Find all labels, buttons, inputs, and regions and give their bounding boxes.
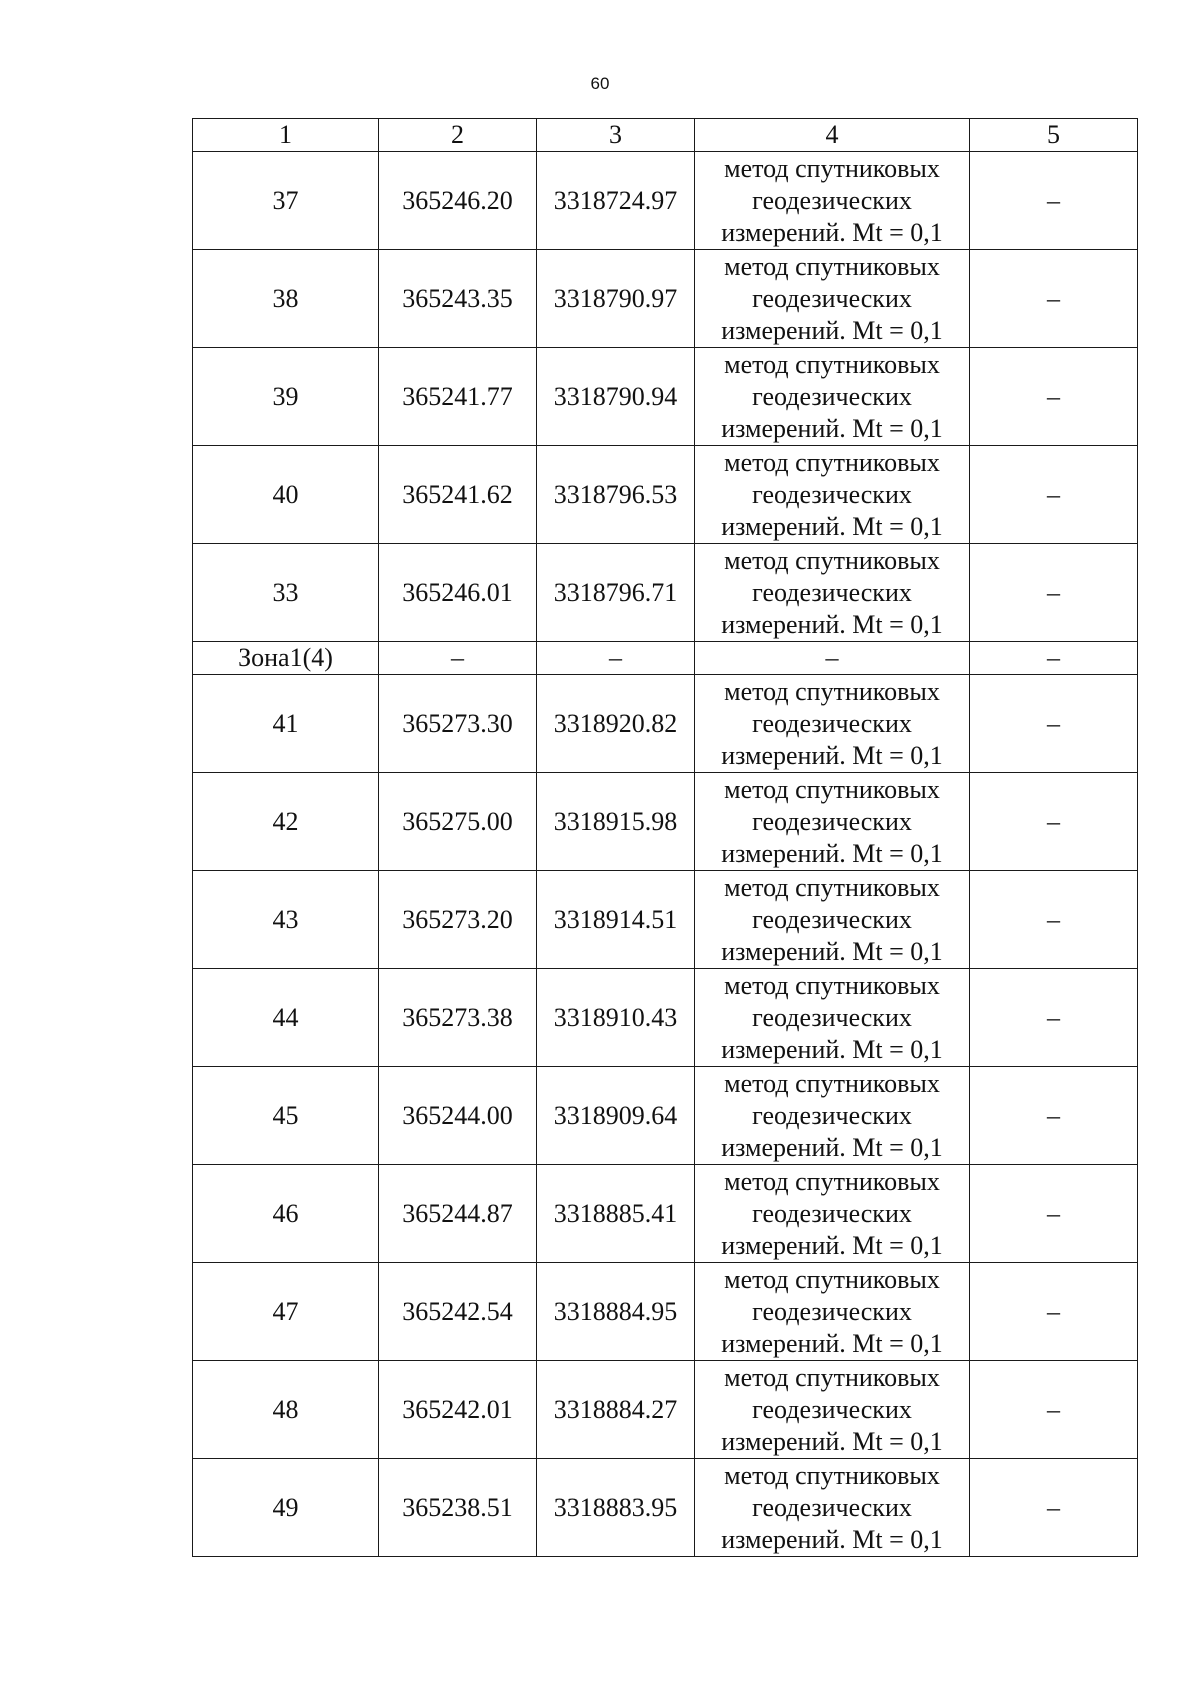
y-coordinate-cell: 3318884.27 [537, 1361, 695, 1459]
point-id-cell: 38 [193, 250, 379, 348]
table-row [193, 1361, 1138, 1459]
x-coordinate-cell: 365241.77 [379, 348, 537, 446]
note-cell: – [970, 773, 1138, 871]
table-header-row [193, 119, 1138, 152]
note-cell: – [970, 871, 1138, 969]
method-cell [695, 1165, 970, 1263]
y-coordinate-cell: 3318909.64 [537, 1067, 695, 1165]
y-coordinate-cell: 3318790.94 [537, 348, 695, 446]
y-coordinate-cell: – [537, 642, 695, 675]
table-row [193, 348, 1138, 446]
method-cell [695, 773, 970, 871]
y-coordinate-cell: 3318884.95 [537, 1263, 695, 1361]
point-id-cell: 45 [193, 1067, 379, 1165]
note-cell: – [970, 152, 1138, 250]
y-coordinate-cell: 3318796.71 [537, 544, 695, 642]
method-cell [695, 250, 970, 348]
method-cell [695, 446, 970, 544]
method-cell [695, 871, 970, 969]
x-coordinate-cell: 365244.00 [379, 1067, 537, 1165]
method-cell [695, 1263, 970, 1361]
note-cell: – [970, 348, 1138, 446]
point-id-cell: 37 [193, 152, 379, 250]
table-row [193, 1459, 1138, 1557]
x-coordinate-cell: 365275.00 [379, 773, 537, 871]
header-cell-5: 5 [970, 119, 1138, 152]
method-cell [695, 969, 970, 1067]
point-id-cell: 41 [193, 675, 379, 773]
method-text: метод спутниковых геодезических измерений. Mt = 0,1 [721, 676, 943, 770]
method-cell [695, 1067, 970, 1165]
note-cell: – [970, 544, 1138, 642]
x-coordinate-cell: 365246.20 [379, 152, 537, 250]
point-id-cell: 40 [193, 446, 379, 544]
page-number: 60 [590, 74, 610, 93]
x-coordinate-cell: 365242.54 [379, 1263, 537, 1361]
table-row [193, 446, 1138, 544]
y-coordinate-cell: 3318914.51 [537, 871, 695, 969]
table-row [193, 675, 1138, 773]
point-id-cell: 33 [193, 544, 379, 642]
method-text: метод спутниковых геодезических измерений. Mt = 0,1 [721, 545, 943, 639]
method-text: метод спутниковых геодезических измерений. Mt = 0,1 [721, 349, 943, 443]
table-row [193, 152, 1138, 250]
method-text: метод спутниковых геодезических измерений. Mt = 0,1 [721, 1460, 943, 1554]
table-row [193, 1165, 1138, 1263]
table-row [193, 544, 1138, 642]
note-cell: – [970, 1361, 1138, 1459]
note-cell: – [970, 675, 1138, 773]
y-coordinate-cell: 3318915.98 [537, 773, 695, 871]
note-cell: – [970, 969, 1138, 1067]
point-id-cell: 49 [193, 1459, 379, 1557]
x-coordinate-cell: 365273.20 [379, 871, 537, 969]
point-id-cell: 44 [193, 969, 379, 1067]
y-coordinate-cell: 3318920.82 [537, 675, 695, 773]
point-id-cell: 46 [193, 1165, 379, 1263]
method-cell [695, 348, 970, 446]
point-id-cell: Зона1(4) [193, 642, 379, 675]
method-text: метод спутниковых геодезических измерений. Mt = 0,1 [721, 1264, 943, 1358]
y-coordinate-cell: 3318910.43 [537, 969, 695, 1067]
x-coordinate-cell: 365246.01 [379, 544, 537, 642]
x-coordinate-cell: – [379, 642, 537, 675]
note-cell: – [970, 250, 1138, 348]
x-coordinate-cell: 365273.38 [379, 969, 537, 1067]
table-row [193, 871, 1138, 969]
note-cell: – [970, 1067, 1138, 1165]
y-coordinate-cell: 3318790.97 [537, 250, 695, 348]
table-row [193, 773, 1138, 871]
method-text: метод спутниковых геодезических измерений. Mt = 0,1 [721, 447, 943, 541]
note-cell: – [970, 1263, 1138, 1361]
method-text: метод спутниковых геодезических измерений. Mt = 0,1 [721, 1362, 943, 1456]
y-coordinate-cell: 3318724.97 [537, 152, 695, 250]
point-id-cell: 42 [193, 773, 379, 871]
method-cell [695, 544, 970, 642]
point-id-cell: 39 [193, 348, 379, 446]
method-cell: – [695, 642, 970, 675]
table-row [193, 250, 1138, 348]
table-row [193, 1263, 1138, 1361]
table-body [193, 119, 1138, 1557]
method-text: метод спутниковых геодезических измерений. Mt = 0,1 [721, 1166, 943, 1260]
header-cell-2: 2 [379, 119, 537, 152]
y-coordinate-cell: 3318796.53 [537, 446, 695, 544]
y-coordinate-cell: 3318883.95 [537, 1459, 695, 1557]
method-text: метод спутниковых геодезических измерений. Mt = 0,1 [721, 1068, 943, 1162]
method-text: метод спутниковых геодезических измерений. Mt = 0,1 [721, 774, 943, 868]
method-text: метод спутниковых геодезических измерений. Mt = 0,1 [721, 153, 943, 247]
x-coordinate-cell: 365238.51 [379, 1459, 537, 1557]
table-row [193, 969, 1138, 1067]
note-cell: – [970, 1165, 1138, 1263]
zone-row [193, 642, 1138, 675]
x-coordinate-cell: 365273.30 [379, 675, 537, 773]
x-coordinate-cell: 365241.62 [379, 446, 537, 544]
header-cell-3: 3 [537, 119, 695, 152]
method-cell [695, 1459, 970, 1557]
method-cell [695, 675, 970, 773]
point-id-cell: 48 [193, 1361, 379, 1459]
header-cell-4: 4 [695, 119, 970, 152]
method-cell [695, 152, 970, 250]
method-text: метод спутниковых геодезических измерений. Mt = 0,1 [721, 872, 943, 966]
x-coordinate-cell: 365244.87 [379, 1165, 537, 1263]
coordinates-table [192, 118, 1138, 1557]
y-coordinate-cell: 3318885.41 [537, 1165, 695, 1263]
method-cell [695, 1361, 970, 1459]
note-cell: – [970, 642, 1138, 675]
x-coordinate-cell: 365243.35 [379, 250, 537, 348]
method-text: метод спутниковых геодезических измерений. Mt = 0,1 [721, 970, 943, 1064]
method-text: метод спутниковых геодезических измерений. Mt = 0,1 [721, 251, 943, 345]
header-cell-1: 1 [193, 119, 379, 152]
point-id-cell: 47 [193, 1263, 379, 1361]
note-cell: – [970, 446, 1138, 544]
point-id-cell: 43 [193, 871, 379, 969]
table-row [193, 1067, 1138, 1165]
x-coordinate-cell: 365242.01 [379, 1361, 537, 1459]
note-cell: – [970, 1459, 1138, 1557]
